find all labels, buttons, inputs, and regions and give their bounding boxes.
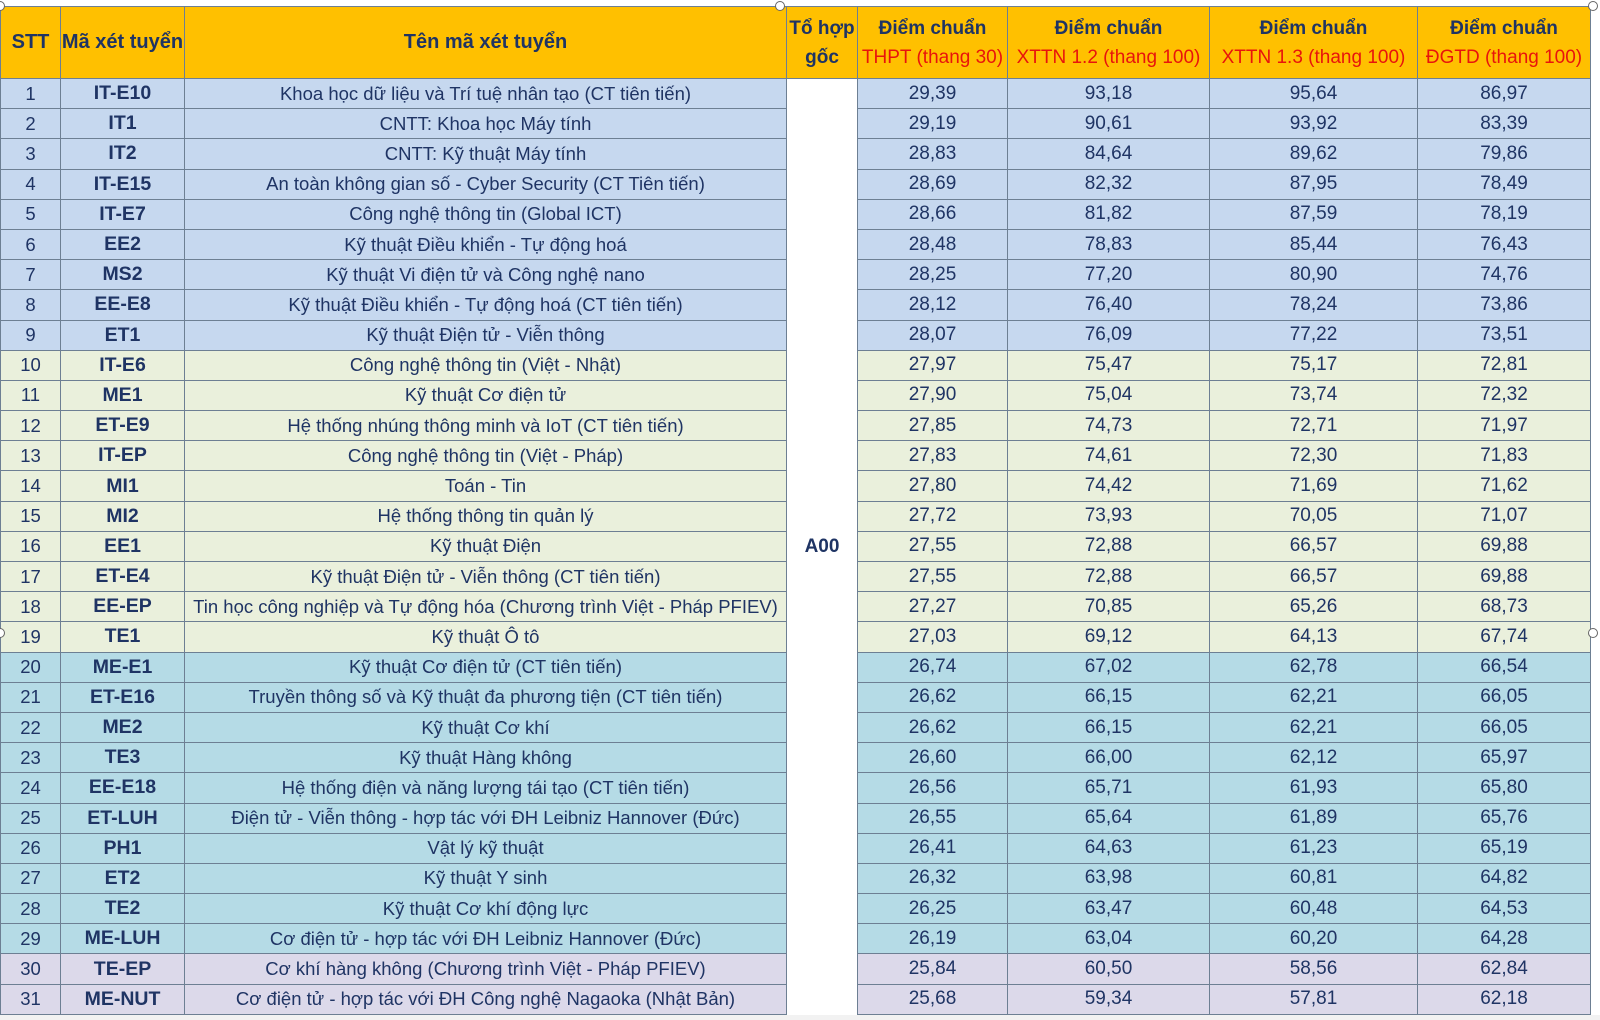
cell-xttn13-score[interactable]: 61,93: [1210, 773, 1418, 803]
cell-xttn13-score[interactable]: 70,05: [1210, 501, 1418, 531]
cell-stt[interactable]: 19: [1, 622, 61, 652]
cell-name[interactable]: Kỹ thuật Điện tử - Viễn thông (CT tiên tiến): [185, 562, 787, 592]
cell-code[interactable]: IT-E7: [61, 199, 185, 229]
cell-xttn12-score[interactable]: 90,61: [1008, 109, 1210, 139]
cell-thpt-score[interactable]: 26,55: [858, 803, 1008, 833]
cell-dgtd-score[interactable]: 79,86: [1418, 139, 1591, 169]
cell-thpt-score[interactable]: 28,12: [858, 290, 1008, 320]
cell-dgtd-score[interactable]: 78,49: [1418, 169, 1591, 199]
cell-code[interactable]: EE-E8: [61, 290, 185, 320]
cell-thpt-score[interactable]: 27,80: [858, 471, 1008, 501]
cell-code[interactable]: ME-LUH: [61, 924, 185, 954]
cell-name[interactable]: Kỹ thuật Vi điện tử và Công nghệ nano: [185, 260, 787, 290]
cell-xttn12-score[interactable]: 72,88: [1008, 531, 1210, 561]
cell-thpt-score[interactable]: 25,84: [858, 954, 1008, 984]
cell-stt[interactable]: 8: [1, 290, 61, 320]
cell-code[interactable]: EE2: [61, 229, 185, 259]
cell-stt[interactable]: 25: [1, 803, 61, 833]
cell-xttn13-score[interactable]: 61,89: [1210, 803, 1418, 833]
cell-name[interactable]: Kỹ thuật Hàng không: [185, 743, 787, 773]
cell-xttn12-score[interactable]: 66,15: [1008, 712, 1210, 742]
cell-xttn13-score[interactable]: 61,23: [1210, 833, 1418, 863]
header-xttn12[interactable]: [1008, 7, 1210, 79]
table-row[interactable]: [1, 79, 1591, 109]
cell-code[interactable]: TE2: [61, 894, 185, 924]
cell-xttn12-score[interactable]: 64,63: [1008, 833, 1210, 863]
cell-xttn13-score[interactable]: 64,13: [1210, 622, 1418, 652]
cell-code[interactable]: EE-EP: [61, 592, 185, 622]
cell-code[interactable]: ET-LUH: [61, 803, 185, 833]
cell-xttn12-score[interactable]: 63,04: [1008, 924, 1210, 954]
cell-name[interactable]: Kỹ thuật Điện tử - Viễn thông: [185, 320, 787, 350]
cell-thpt-score[interactable]: 27,97: [858, 350, 1008, 380]
cell-xttn13-score[interactable]: 72,30: [1210, 441, 1418, 471]
cell-xttn12-score[interactable]: 65,71: [1008, 773, 1210, 803]
cell-stt[interactable]: 14: [1, 471, 61, 501]
cell-code[interactable]: MS2: [61, 260, 185, 290]
cell-dgtd-score[interactable]: 71,07: [1418, 501, 1591, 531]
cell-xttn12-score[interactable]: 84,64: [1008, 139, 1210, 169]
cell-name[interactable]: Truyền thông số và Kỹ thuật đa phương tiện (CT tiên tiến): [185, 682, 787, 712]
cell-xttn12-score[interactable]: 67,02: [1008, 652, 1210, 682]
cell-dgtd-score[interactable]: 73,86: [1418, 290, 1591, 320]
cell-thpt-score[interactable]: 27,55: [858, 562, 1008, 592]
cell-thpt-score[interactable]: 28,66: [858, 199, 1008, 229]
cell-code[interactable]: ME1: [61, 380, 185, 410]
cell-xttn13-score[interactable]: 77,22: [1210, 320, 1418, 350]
header-name[interactable]: Tên mã xét tuyển: [185, 7, 787, 79]
cell-name[interactable]: Kỹ thuật Điều khiển - Tự động hoá (CT tiên tiến): [185, 290, 787, 320]
selection-handle-top-right[interactable]: [1588, 1, 1598, 11]
cell-dgtd-score[interactable]: 64,28: [1418, 924, 1591, 954]
cell-xttn13-score[interactable]: 65,26: [1210, 592, 1418, 622]
cell-xttn12-score[interactable]: 66,00: [1008, 743, 1210, 773]
cell-stt[interactable]: 28: [1, 894, 61, 924]
cell-stt[interactable]: 2: [1, 109, 61, 139]
header-combo[interactable]: [787, 7, 858, 79]
cell-thpt-score[interactable]: 26,74: [858, 652, 1008, 682]
cell-xttn13-score[interactable]: 62,21: [1210, 712, 1418, 742]
cell-stt[interactable]: 26: [1, 833, 61, 863]
cell-xttn12-score[interactable]: 82,32: [1008, 169, 1210, 199]
cell-name[interactable]: Công nghệ thông tin (Việt - Nhật): [185, 350, 787, 380]
cell-xttn12-score[interactable]: 63,98: [1008, 863, 1210, 893]
cell-thpt-score[interactable]: 27,85: [858, 411, 1008, 441]
cell-stt[interactable]: 13: [1, 441, 61, 471]
cell-xttn12-score[interactable]: 74,73: [1008, 411, 1210, 441]
cell-stt[interactable]: 1: [1, 79, 61, 109]
cell-dgtd-score[interactable]: 71,97: [1418, 411, 1591, 441]
cell-stt[interactable]: 3: [1, 139, 61, 169]
cell-code[interactable]: ME2: [61, 712, 185, 742]
cell-code[interactable]: TE-EP: [61, 954, 185, 984]
cell-thpt-score[interactable]: 28,48: [858, 229, 1008, 259]
header-code[interactable]: Mã xét tuyển: [61, 7, 185, 79]
cell-thpt-score[interactable]: 27,03: [858, 622, 1008, 652]
cell-name[interactable]: Kỹ thuật Cơ khí: [185, 712, 787, 742]
cell-xttn12-score[interactable]: 93,18: [1008, 79, 1210, 109]
cell-dgtd-score[interactable]: 66,54: [1418, 652, 1591, 682]
header-xttn13[interactable]: [1210, 7, 1418, 79]
cell-xttn12-score[interactable]: 78,83: [1008, 229, 1210, 259]
cell-dgtd-score[interactable]: 71,62: [1418, 471, 1591, 501]
header-row: [1, 7, 1591, 79]
cell-dgtd-score[interactable]: 83,39: [1418, 109, 1591, 139]
cell-combo-merged[interactable]: A00: [787, 79, 858, 1015]
cell-xttn12-score[interactable]: 72,88: [1008, 562, 1210, 592]
cell-xttn12-score[interactable]: 77,20: [1008, 260, 1210, 290]
cell-name[interactable]: Cơ điện tử - hợp tác với ĐH Công nghệ Nagaoka (Nhật Bản): [185, 984, 787, 1014]
cell-thpt-score[interactable]: 26,62: [858, 712, 1008, 742]
cell-code[interactable]: IT2: [61, 139, 185, 169]
cell-code[interactable]: IT1: [61, 109, 185, 139]
cell-xttn13-score[interactable]: 66,57: [1210, 562, 1418, 592]
header-xttn12-title: Điểm chuẩn: [1054, 17, 1163, 39]
cell-thpt-score[interactable]: 26,25: [858, 894, 1008, 924]
cell-name[interactable]: Kỹ thuật Ô tô: [185, 622, 787, 652]
cell-xttn12-score[interactable]: 66,15: [1008, 682, 1210, 712]
cell-name[interactable]: Hệ thống nhúng thông minh và IoT (CT tiên tiến): [185, 411, 787, 441]
cell-thpt-score[interactable]: 29,19: [858, 109, 1008, 139]
cell-stt[interactable]: 27: [1, 863, 61, 893]
cell-thpt-score[interactable]: 27,27: [858, 592, 1008, 622]
cell-xttn13-score[interactable]: 80,90: [1210, 260, 1418, 290]
cell-dgtd-score[interactable]: 72,81: [1418, 350, 1591, 380]
header-thpt-scale: THPT (thang 30): [861, 46, 1004, 68]
cell-stt[interactable]: 4: [1, 169, 61, 199]
cell-xttn12-score[interactable]: 74,61: [1008, 441, 1210, 471]
cell-code[interactable]: TE1: [61, 622, 185, 652]
cell-xttn12-score[interactable]: 81,82: [1008, 199, 1210, 229]
cell-xttn13-score[interactable]: 71,69: [1210, 471, 1418, 501]
cell-stt[interactable]: 15: [1, 501, 61, 531]
cell-thpt-score[interactable]: 27,83: [858, 441, 1008, 471]
header-dgtd-scale: ĐGTD (thang 100): [1425, 46, 1583, 68]
cell-name[interactable]: CNTT: Khoa học Máy tính: [185, 109, 787, 139]
cell-code[interactable]: IT-E10: [61, 79, 185, 109]
cell-name[interactable]: Kỹ thuật Cơ điện tử: [185, 380, 787, 410]
cell-xttn13-score[interactable]: 62,12: [1210, 743, 1418, 773]
cell-stt[interactable]: 16: [1, 531, 61, 561]
cell-xttn13-score[interactable]: 60,81: [1210, 863, 1418, 893]
cell-dgtd-score[interactable]: 67,74: [1418, 622, 1591, 652]
cell-stt[interactable]: 9: [1, 320, 61, 350]
cell-xttn13-score[interactable]: 95,64: [1210, 79, 1418, 109]
cell-name[interactable]: Công nghệ thông tin (Việt - Pháp): [185, 441, 787, 471]
cell-xttn13-score[interactable]: 75,17: [1210, 350, 1418, 380]
cell-code[interactable]: PH1: [61, 833, 185, 863]
cell-name[interactable]: Tin học công nghiệp và Tự động hóa (Chương trình Việt - Pháp PFIEV): [185, 592, 787, 622]
cell-xttn12-score[interactable]: 69,12: [1008, 622, 1210, 652]
cell-stt[interactable]: 24: [1, 773, 61, 803]
cell-xttn13-score[interactable]: 85,44: [1210, 229, 1418, 259]
cell-dgtd-score[interactable]: 66,05: [1418, 682, 1591, 712]
cell-stt[interactable]: 7: [1, 260, 61, 290]
cell-dgtd-score[interactable]: 65,80: [1418, 773, 1591, 803]
cell-dgtd-score[interactable]: 78,19: [1418, 199, 1591, 229]
cell-xttn12-score[interactable]: 60,50: [1008, 954, 1210, 984]
sheet-bottom-strip: [0, 1015, 1600, 1020]
cell-dgtd-score[interactable]: 62,84: [1418, 954, 1591, 984]
cell-dgtd-score[interactable]: 65,19: [1418, 833, 1591, 863]
cell-xttn12-score[interactable]: 59,34: [1008, 984, 1210, 1014]
cell-stt[interactable]: 11: [1, 380, 61, 410]
cell-name[interactable]: Cơ khí hàng không (Chương trình Việt - Pháp PFIEV): [185, 954, 787, 984]
cell-xttn12-score[interactable]: 75,04: [1008, 380, 1210, 410]
cell-thpt-score[interactable]: 26,62: [858, 682, 1008, 712]
cell-code[interactable]: ET-E4: [61, 562, 185, 592]
cell-thpt-score[interactable]: 26,41: [858, 833, 1008, 863]
cell-code[interactable]: ET-E16: [61, 682, 185, 712]
cell-name[interactable]: Kỹ thuật Điều khiển - Tự động hoá: [185, 229, 787, 259]
cell-xttn12-score[interactable]: 74,42: [1008, 471, 1210, 501]
cell-xttn12-score[interactable]: 73,93: [1008, 501, 1210, 531]
header-thpt[interactable]: [858, 7, 1008, 79]
cell-stt[interactable]: 23: [1, 743, 61, 773]
cell-dgtd-score[interactable]: 65,97: [1418, 743, 1591, 773]
cell-code[interactable]: EE1: [61, 531, 185, 561]
cell-xttn12-score[interactable]: 76,09: [1008, 320, 1210, 350]
cell-dgtd-score[interactable]: 69,88: [1418, 562, 1591, 592]
cell-dgtd-score[interactable]: 66,05: [1418, 712, 1591, 742]
header-combo-line2: gốc: [805, 46, 839, 68]
cell-name[interactable]: Kỹ thuật Điện: [185, 531, 787, 561]
cell-dgtd-score[interactable]: 69,88: [1418, 531, 1591, 561]
header-dgtd[interactable]: [1418, 7, 1591, 79]
cell-xttn13-score[interactable]: 87,59: [1210, 199, 1418, 229]
cell-dgtd-score[interactable]: 68,73: [1418, 592, 1591, 622]
cell-xttn13-score[interactable]: 78,24: [1210, 290, 1418, 320]
cell-xttn12-score[interactable]: 75,47: [1008, 350, 1210, 380]
cell-name[interactable]: Kỹ thuật Y sinh: [185, 863, 787, 893]
cell-xttn13-score[interactable]: 73,74: [1210, 380, 1418, 410]
cell-name[interactable]: CNTT: Kỹ thuật Máy tính: [185, 139, 787, 169]
cell-name[interactable]: Điện tử - Viễn thông - hợp tác với ĐH Leibniz Hannover (Đức): [185, 803, 787, 833]
header-thpt-title: Điểm chuẩn: [878, 17, 987, 39]
cell-thpt-score[interactable]: 28,25: [858, 260, 1008, 290]
cell-stt[interactable]: 17: [1, 562, 61, 592]
cell-stt[interactable]: 5: [1, 199, 61, 229]
cell-thpt-score[interactable]: 27,72: [858, 501, 1008, 531]
cell-code[interactable]: ET1: [61, 320, 185, 350]
cell-name[interactable]: Toán - Tin: [185, 471, 787, 501]
cell-thpt-score[interactable]: 27,55: [858, 531, 1008, 561]
cell-name[interactable]: Hệ thống điện và năng lượng tái tạo (CT tiên tiến): [185, 773, 787, 803]
cell-dgtd-score[interactable]: 65,76: [1418, 803, 1591, 833]
cell-stt[interactable]: 18: [1, 592, 61, 622]
cell-code[interactable]: ET-E9: [61, 411, 185, 441]
header-xttn13-scale: XTTN 1.3 (thang 100): [1221, 46, 1406, 68]
cell-xttn12-score[interactable]: 70,85: [1008, 592, 1210, 622]
header-xttn13-title: Điểm chuẩn: [1259, 17, 1368, 39]
cell-xttn12-score[interactable]: 63,47: [1008, 894, 1210, 924]
cell-dgtd-score[interactable]: 64,82: [1418, 863, 1591, 893]
cell-stt[interactable]: 22: [1, 712, 61, 742]
cell-name[interactable]: Cơ điện tử - hợp tác với ĐH Leibniz Hannover (Đức): [185, 924, 787, 954]
cell-code[interactable]: TE3: [61, 743, 185, 773]
cell-code[interactable]: EE-E18: [61, 773, 185, 803]
cell-thpt-score[interactable]: 26,56: [858, 773, 1008, 803]
cell-stt[interactable]: 29: [1, 924, 61, 954]
cell-xttn13-score[interactable]: 60,20: [1210, 924, 1418, 954]
cell-xttn13-score[interactable]: 72,71: [1210, 411, 1418, 441]
cell-dgtd-score[interactable]: 72,32: [1418, 380, 1591, 410]
cell-name[interactable]: Hệ thống thông tin quản lý: [185, 501, 787, 531]
cell-name[interactable]: An toàn không gian số - Cyber Security (CT Tiên tiến): [185, 169, 787, 199]
cell-code[interactable]: ME-E1: [61, 652, 185, 682]
header-combo-line1: Tổ hợp: [789, 17, 855, 39]
cell-dgtd-score[interactable]: 73,51: [1418, 320, 1591, 350]
cell-thpt-score[interactable]: 28,83: [858, 139, 1008, 169]
cell-thpt-score[interactable]: 28,69: [858, 169, 1008, 199]
cell-dgtd-score[interactable]: 62,18: [1418, 984, 1591, 1014]
cell-name[interactable]: Công nghệ thông tin (Global ICT): [185, 199, 787, 229]
cell-code[interactable]: MI2: [61, 501, 185, 531]
selection-handle-mid-right[interactable]: [1588, 628, 1598, 638]
cell-code[interactable]: ME-NUT: [61, 984, 185, 1014]
cell-stt[interactable]: 6: [1, 229, 61, 259]
cell-dgtd-score[interactable]: 64,53: [1418, 894, 1591, 924]
cell-thpt-score[interactable]: 26,19: [858, 924, 1008, 954]
cell-xttn13-score[interactable]: 93,92: [1210, 109, 1418, 139]
cell-thpt-score[interactable]: 27,90: [858, 380, 1008, 410]
cell-xttn13-score[interactable]: 60,48: [1210, 894, 1418, 924]
cell-code[interactable]: IT-E15: [61, 169, 185, 199]
cell-name[interactable]: Khoa học dữ liệu và Trí tuệ nhân tạo (CT tiên tiến): [185, 79, 787, 109]
cell-thpt-score[interactable]: 26,60: [858, 743, 1008, 773]
cell-xttn13-score[interactable]: 58,56: [1210, 954, 1418, 984]
cell-xttn12-score[interactable]: 65,64: [1008, 803, 1210, 833]
cell-xttn13-score[interactable]: 87,95: [1210, 169, 1418, 199]
cell-name[interactable]: Kỹ thuật Cơ điện tử (CT tiên tiến): [185, 652, 787, 682]
cell-code[interactable]: IT-EP: [61, 441, 185, 471]
cell-thpt-score[interactable]: 29,39: [858, 79, 1008, 109]
cell-code[interactable]: IT-E6: [61, 350, 185, 380]
cell-code[interactable]: ET2: [61, 863, 185, 893]
cell-xttn13-score[interactable]: 66,57: [1210, 531, 1418, 561]
header-dgtd-title: Điểm chuẩn: [1450, 17, 1558, 39]
cell-dgtd-score[interactable]: 76,43: [1418, 229, 1591, 259]
cell-stt[interactable]: 10: [1, 350, 61, 380]
cell-dgtd-score[interactable]: 74,76: [1418, 260, 1591, 290]
header-xttn12-scale: XTTN 1.2 (thang 100): [1016, 46, 1201, 68]
cell-stt[interactable]: 20: [1, 652, 61, 682]
cell-thpt-score[interactable]: 25,68: [858, 984, 1008, 1014]
cell-name[interactable]: Vật lý kỹ thuật: [185, 833, 787, 863]
cell-dgtd-score[interactable]: 86,97: [1418, 79, 1591, 109]
cell-xttn13-score[interactable]: 57,81: [1210, 984, 1418, 1014]
cell-dgtd-score[interactable]: 71,83: [1418, 441, 1591, 471]
cell-xttn13-score[interactable]: 89,62: [1210, 139, 1418, 169]
selection-handle-top-mid[interactable]: [775, 1, 785, 11]
table-body: [1, 79, 1591, 1015]
cell-thpt-score[interactable]: 28,07: [858, 320, 1008, 350]
cell-stt[interactable]: 21: [1, 682, 61, 712]
header-stt[interactable]: STT: [1, 7, 61, 79]
cell-stt[interactable]: 31: [1, 984, 61, 1014]
cell-xttn12-score[interactable]: 76,40: [1008, 290, 1210, 320]
cell-name[interactable]: Kỹ thuật Cơ khí động lực: [185, 894, 787, 924]
cell-thpt-score[interactable]: 26,32: [858, 863, 1008, 893]
cell-xttn13-score[interactable]: 62,78: [1210, 652, 1418, 682]
cell-xttn13-score[interactable]: 62,21: [1210, 682, 1418, 712]
cell-stt[interactable]: 12: [1, 411, 61, 441]
admission-score-table: [0, 6, 1591, 1015]
cell-code[interactable]: MI1: [61, 471, 185, 501]
cell-stt[interactable]: 30: [1, 954, 61, 984]
